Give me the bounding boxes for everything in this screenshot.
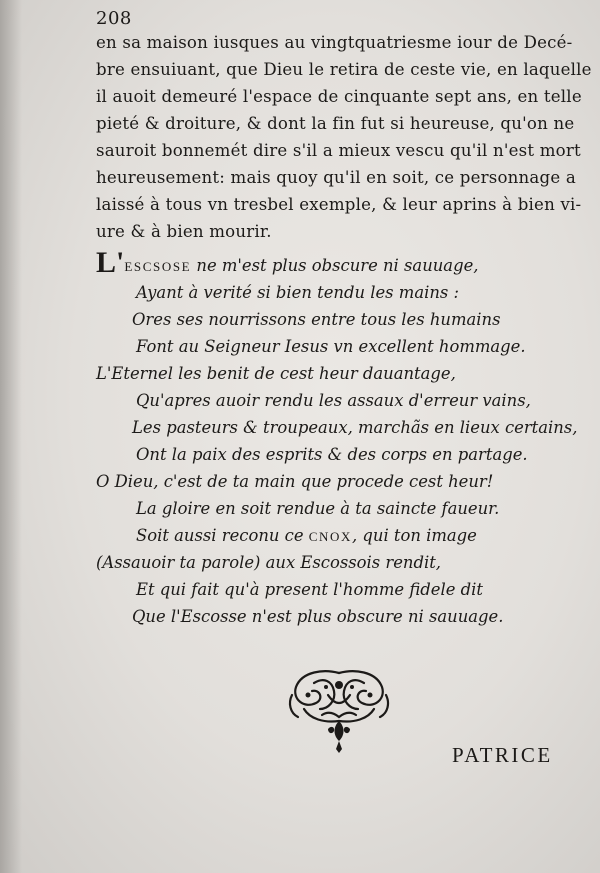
verse-text: ne m'est plus obscure ni sauuage, — [191, 256, 479, 275]
verse-line-4: Font au Seigneur Iesus vn excellent hommage. — [136, 337, 526, 356]
verse-line-1 — [96, 246, 586, 279]
prose-line: bre ensuiuant, que Dieu le retira de ceste vie, en laquelle — [96, 60, 592, 79]
prose-line: sauroit bonnemét dire s'il a mieux vescu qu'il n'est mort — [96, 141, 581, 160]
prose-line: en sa maison iusques au vingtquatriesme iour de Decé- — [96, 33, 573, 52]
verse-line-5: L'Eternel les benit de cest heur dauantage, — [96, 364, 456, 383]
verse-line-8: Ont la paix des esprits & des corps en partage. — [136, 445, 528, 464]
verse-line-11 — [96, 522, 586, 549]
fleuron-ornament-icon — [284, 665, 394, 755]
prose-line: ure & à bien mourir. — [96, 222, 272, 241]
verse-line-3: Ores ses nourrissons entre tous les humains — [132, 310, 501, 329]
initial-letter: L' — [96, 246, 125, 279]
verse-line-2: Ayant à verité si bien tendu les mains : — [136, 283, 460, 302]
prose-paragraph — [96, 29, 592, 245]
verse-text: , qui ton image — [351, 526, 477, 545]
small-caps-word: ESCSOSE — [124, 259, 192, 274]
catchword: PATRICE — [452, 743, 553, 767]
verse-line-13: Et qui fait qu'à present l'homme fidele dit — [136, 580, 483, 599]
verse-line-6: Qu'apres auoir rendu les assaux d'erreur vains, — [136, 391, 531, 410]
prose-line: heureusement: mais quoy qu'il en soit, ce personnage a — [96, 168, 576, 187]
small-caps-word: CNOX — [308, 529, 352, 544]
verse-line-12: (Assauoir ta parole) aux Escossois rendit, — [96, 553, 442, 572]
prose-line: pieté & droiture, & dont la fin fut si heureuse, qu'on ne — [96, 114, 575, 133]
prose-line: il auoit demeuré l'espace de cinquante sept ans, en telle — [96, 87, 582, 106]
prose-line: laissé à tous vn tresbel exemple, & leur aprins à bien vi- — [96, 195, 582, 214]
sonnet — [96, 246, 586, 630]
verse-line-7: Les pasteurs & troupeaux, marchãs en lieux certains, — [132, 418, 578, 437]
page-number: 208 — [96, 8, 132, 29]
verse-line-10: La gloire en soit rendue à ta saincte faueur. — [136, 499, 500, 518]
gutter-shadow — [0, 0, 22, 873]
verse-line-14: Que l'Escosse n'est plus obscure ni sauuage. — [132, 607, 504, 626]
verse-text: Soit aussi reconu ce — [136, 526, 309, 545]
verse-line-9: O Dieu, c'est de ta main que procede cest heur! — [96, 472, 494, 491]
